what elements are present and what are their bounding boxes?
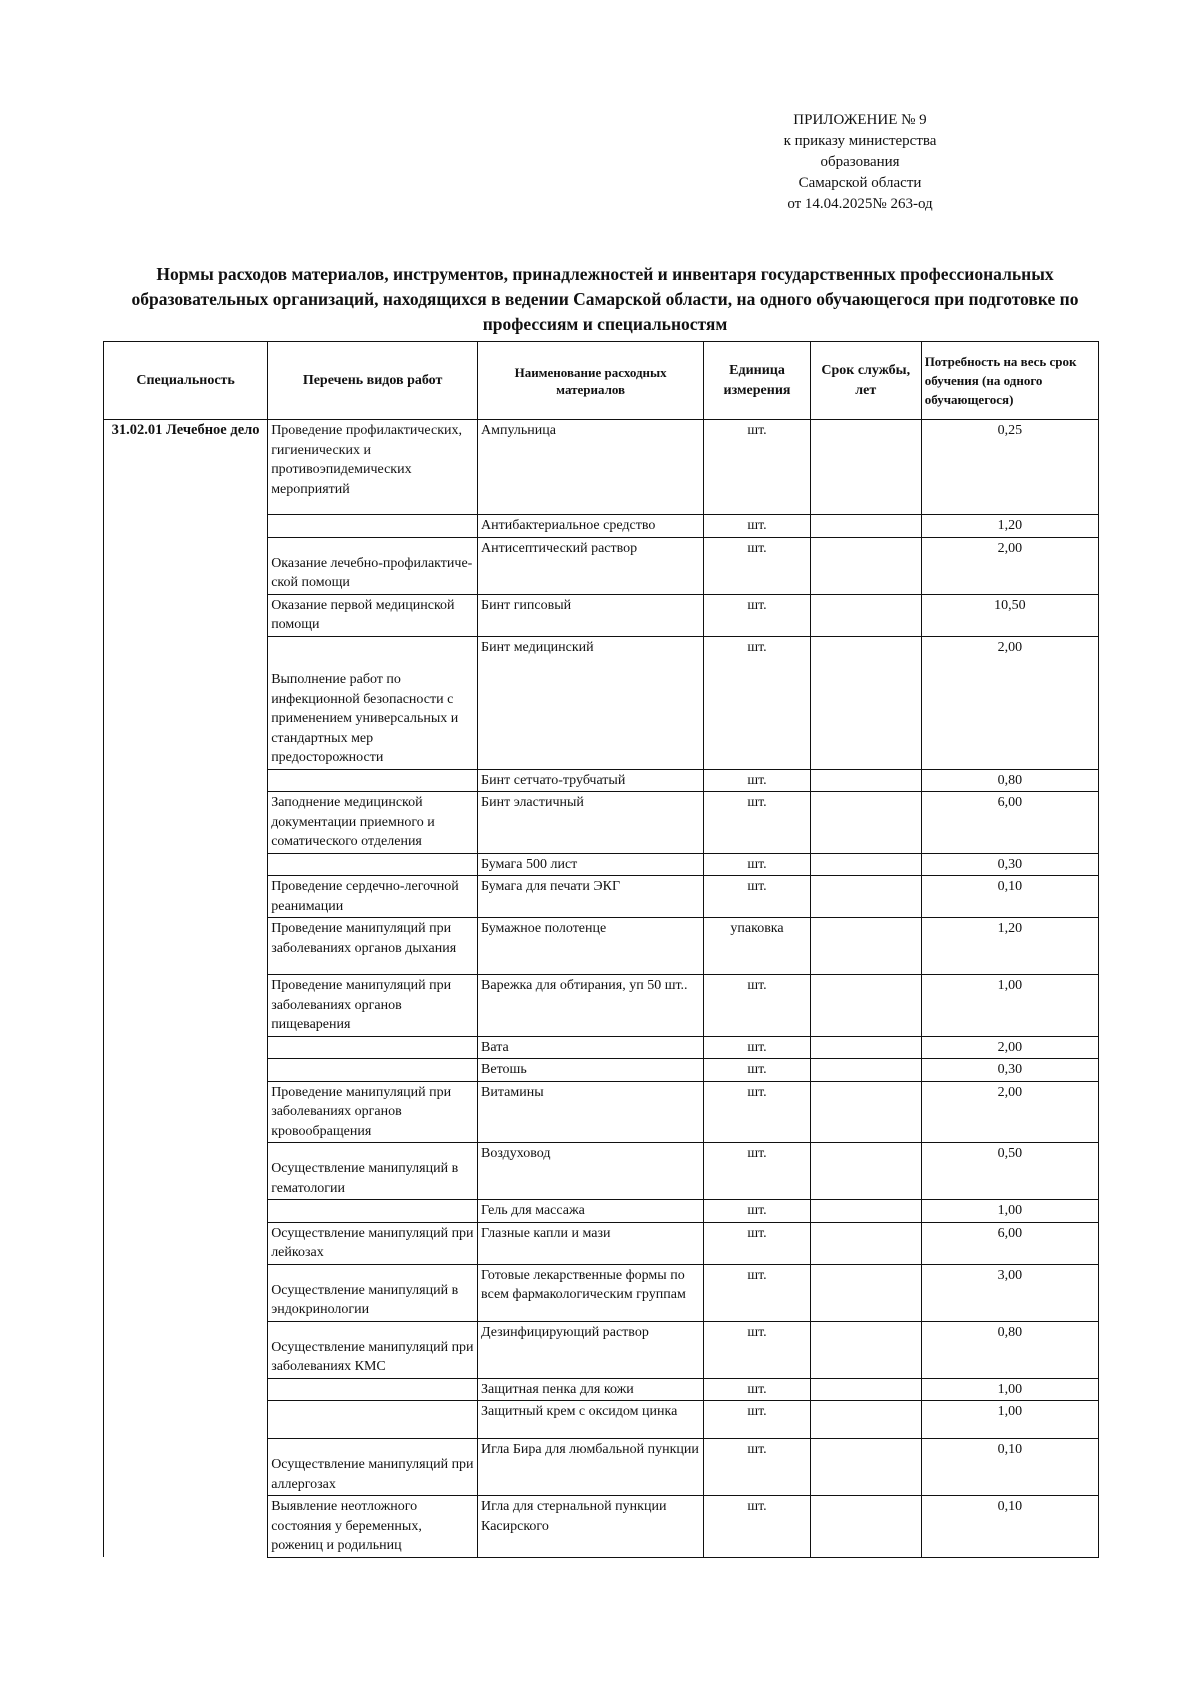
appendix-date: от 14.04.2025№ 263-од xyxy=(787,196,933,212)
work-cell: Оказание первой медицинской помощи xyxy=(268,594,478,636)
unit-cell: шт. xyxy=(704,1378,811,1401)
unit-cell: шт. xyxy=(704,1222,811,1264)
table-body xyxy=(104,420,1099,1558)
work-cell: Проведение профилактических, гигиенических и противоэпидемических мероприятий xyxy=(268,420,478,515)
need-cell: 2,00 xyxy=(921,636,1098,769)
unit-cell: шт. xyxy=(704,537,811,594)
header-term: Срок службы, лет xyxy=(810,342,921,420)
need-cell: 3,00 xyxy=(921,1264,1098,1321)
need-cell: 1,00 xyxy=(921,1200,1098,1223)
unit-cell: шт. xyxy=(704,1321,811,1378)
material-cell: Бинт эластичный xyxy=(478,792,704,854)
term-cell xyxy=(810,1200,921,1223)
need-cell: 10,50 xyxy=(921,594,1098,636)
term-cell xyxy=(810,420,921,515)
unit-cell: шт. xyxy=(704,1059,811,1082)
need-cell: 0,80 xyxy=(921,1321,1098,1378)
work-cell: Заподнение медицинской документации приемного и соматического отделения xyxy=(268,792,478,854)
header-specialty: Специальность xyxy=(104,342,268,420)
need-cell: 0,25 xyxy=(921,420,1098,515)
material-cell: Витамины xyxy=(478,1081,704,1143)
work-cell: Осуществление манипуляций в эндокринологии xyxy=(268,1264,478,1321)
appendix-region: Самарской области xyxy=(798,175,922,191)
term-cell xyxy=(810,1059,921,1082)
need-cell: 1,20 xyxy=(921,918,1098,975)
unit-cell: шт. xyxy=(704,975,811,1037)
material-cell: Бинт сетчато-трубчатый xyxy=(478,769,704,792)
unit-cell: шт. xyxy=(704,420,811,515)
work-cell xyxy=(268,1401,478,1439)
material-cell: Игла Бира для люмбальной пункции xyxy=(478,1439,704,1496)
unit-cell: шт. xyxy=(704,769,811,792)
term-cell xyxy=(810,1036,921,1059)
material-cell: Дезинфицирующий раствор xyxy=(478,1321,704,1378)
work-cell: Проведение сердечно-легочной реанимации xyxy=(268,876,478,918)
work-cell xyxy=(268,515,478,538)
need-cell: 0,30 xyxy=(921,1059,1098,1082)
need-cell: 2,00 xyxy=(921,1081,1098,1143)
term-cell xyxy=(810,1222,921,1264)
need-cell: 2,00 xyxy=(921,537,1098,594)
material-cell: Вата xyxy=(478,1036,704,1059)
work-cell: Осуществление манипуляций при лейкозах xyxy=(268,1222,478,1264)
term-cell xyxy=(810,853,921,876)
header-unit: Единица измерения xyxy=(704,342,811,420)
header-works: Перечень видов работ xyxy=(268,342,478,420)
work-cell xyxy=(268,853,478,876)
term-cell xyxy=(810,594,921,636)
term-cell xyxy=(810,1143,921,1200)
material-cell: Бумага 500 лист xyxy=(478,853,704,876)
work-cell: Выполнение работ по инфекционной безопасности с применением универсальных и стандартных мер предосторожности xyxy=(268,636,478,769)
material-cell: Бинт гипсовый xyxy=(478,594,704,636)
term-cell xyxy=(810,1264,921,1321)
term-cell xyxy=(810,792,921,854)
term-cell xyxy=(810,1321,921,1378)
work-cell: Осуществление манипуляций при аллергозах xyxy=(268,1439,478,1496)
unit-cell: шт. xyxy=(704,1200,811,1223)
material-cell: Гель для массажа xyxy=(478,1200,704,1223)
header-need: Потребность на весь срок обучения (на одного обучающегося) xyxy=(921,342,1098,420)
material-cell: Бинт медицинский xyxy=(478,636,704,769)
unit-cell: шт. xyxy=(704,1439,811,1496)
work-cell: Осуществление манипуляций в гематологии xyxy=(268,1143,478,1200)
material-cell: Бумажное полотенце xyxy=(478,918,704,975)
work-cell: Проведение манипуляций при заболеваниях органов дыхания xyxy=(268,918,478,975)
material-cell: Глазные капли и мази xyxy=(478,1222,704,1264)
term-cell xyxy=(810,1496,921,1558)
unit-cell: шт. xyxy=(704,1401,811,1439)
material-cell: Бумага для печати ЭКГ xyxy=(478,876,704,918)
work-cell: Выявление неотложного состояния у беременных, рожениц и родильниц xyxy=(268,1496,478,1558)
material-cell: Ампульница xyxy=(478,420,704,515)
material-cell: Варежка для обтирания, уп 50 шт.. xyxy=(478,975,704,1037)
term-cell xyxy=(810,876,921,918)
material-cell: Защитный крем с оксидом цинка xyxy=(478,1401,704,1439)
material-cell: Антибактериальное средство xyxy=(478,515,704,538)
work-cell xyxy=(268,769,478,792)
term-cell xyxy=(810,636,921,769)
need-cell: 0,80 xyxy=(921,769,1098,792)
unit-cell: шт. xyxy=(704,853,811,876)
need-cell: 0,10 xyxy=(921,876,1098,918)
unit-cell: шт. xyxy=(704,1143,811,1200)
unit-cell: шт. xyxy=(704,594,811,636)
need-cell: 6,00 xyxy=(921,1222,1098,1264)
unit-cell: шт. xyxy=(704,1264,811,1321)
appendix-ministry: образования xyxy=(820,154,900,170)
appendix-order: к приказу министерства xyxy=(783,133,937,149)
material-cell: Воздуховод xyxy=(478,1143,704,1200)
work-cell: Оказание лечебно-профилактиче-ской помощи xyxy=(268,537,478,594)
need-cell: 1,20 xyxy=(921,515,1098,538)
work-cell xyxy=(268,1200,478,1223)
unit-cell: шт. xyxy=(704,876,811,918)
term-cell xyxy=(810,1401,921,1439)
specialty-cell: 31.02.01 Лечебное дело xyxy=(104,420,268,1558)
term-cell xyxy=(810,769,921,792)
unit-cell: шт. xyxy=(704,792,811,854)
need-cell: 1,00 xyxy=(921,1401,1098,1439)
material-cell: Игла для стернальной пункции Касирского xyxy=(478,1496,704,1558)
appendix-block xyxy=(760,110,960,215)
unit-cell: шт. xyxy=(704,515,811,538)
work-cell: Проведение манипуляций при заболеваниях органов кровообращения xyxy=(268,1081,478,1143)
term-cell xyxy=(810,1439,921,1496)
material-cell: Готовые лекарственные формы по всем фармакологическим группам xyxy=(478,1264,704,1321)
term-cell xyxy=(810,537,921,594)
unit-cell: шт. xyxy=(704,1036,811,1059)
material-cell: Антисептический раствор xyxy=(478,537,704,594)
work-cell: Проведение манипуляций при заболеваниях органов пищеварения xyxy=(268,975,478,1037)
material-cell: Защитная пенка для кожи xyxy=(478,1378,704,1401)
unit-cell: шт. xyxy=(704,636,811,769)
work-cell: Осуществление манипуляций при заболеваниях КМС xyxy=(268,1321,478,1378)
unit-cell: шт. xyxy=(704,1081,811,1143)
need-cell: 0,10 xyxy=(921,1439,1098,1496)
term-cell xyxy=(810,1378,921,1401)
table-row xyxy=(104,420,1099,515)
unit-cell: упаковка xyxy=(704,918,811,975)
term-cell xyxy=(810,975,921,1037)
work-cell xyxy=(268,1036,478,1059)
document-title: Нормы расходов материалов, инструментов, принадлежностей и инвентаря государственных профессиональных образовательных организаций, находящихся в ведении Самарской области, на одного обучающегося при подготовке по профессиям и специальностям xyxy=(131,264,1079,334)
term-cell xyxy=(810,1081,921,1143)
need-cell: 0,10 xyxy=(921,1496,1098,1558)
term-cell xyxy=(810,918,921,975)
need-cell: 1,00 xyxy=(921,975,1098,1037)
work-cell xyxy=(268,1378,478,1401)
table-header-row xyxy=(104,342,1099,420)
need-cell: 1,00 xyxy=(921,1378,1098,1401)
norms-table xyxy=(103,341,1099,1558)
need-cell: 6,00 xyxy=(921,792,1098,854)
term-cell xyxy=(810,515,921,538)
need-cell: 0,50 xyxy=(921,1143,1098,1200)
material-cell: Ветошь xyxy=(478,1059,704,1082)
unit-cell: шт. xyxy=(704,1496,811,1558)
header-material: Наименование расходных материалов xyxy=(478,342,704,420)
appendix-number: ПРИЛОЖЕНИЕ № 9 xyxy=(793,112,927,128)
need-cell: 2,00 xyxy=(921,1036,1098,1059)
need-cell: 0,30 xyxy=(921,853,1098,876)
work-cell xyxy=(268,1059,478,1082)
